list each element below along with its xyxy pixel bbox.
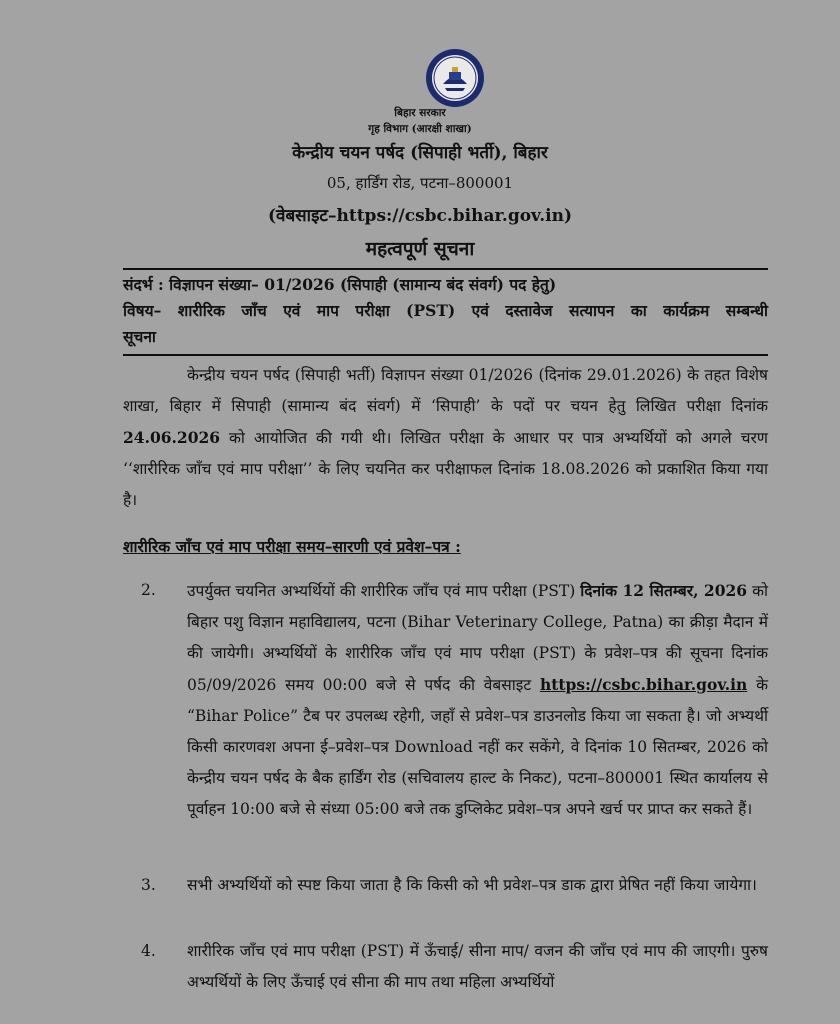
item-number: 2. bbox=[141, 581, 156, 599]
reference-line: संदर्भ : विज्ञापन संख्या– 01/2026 (सिपाही (सामान्य बंद संवर्ग) पद हेतु) bbox=[123, 275, 557, 294]
item-text-1: उपर्युक्त चयनित अभ्यर्थियों की शारीरिक जाँच एवं माप परीक्षा (PST) bbox=[187, 582, 581, 600]
item-number: 3. bbox=[141, 876, 156, 894]
intro-text-2: को आयोजित की गयी थी। लिखित परीक्षा के आधार पर पात्र अभ्यर्थियों को अगले चरण ‘‘शारीरिक जाँच एवं माप परीक्षा’’ के लिए चयनित कर परीक्षाफल दिनांक 18.08.2026 को प्रकाशित किया गया है। bbox=[123, 429, 768, 509]
reference-block bbox=[123, 272, 768, 350]
item-text: शारीरिक जाँच एवं माप परीक्षा (PST) में ऊँचाई/ सीना माप/ वजन की जाँच एवं माप की जाएगी। पुरुष अभ्यर्थियों के लिए ऊँचाई एवं सीना की माप तथा महिला अभ्यर्थियों bbox=[187, 942, 768, 991]
item-text bbox=[187, 575, 768, 825]
board-address: 05, हार्डिंग रोड, पटना–800001 bbox=[326, 174, 514, 192]
bottom-divider bbox=[123, 354, 768, 356]
intro-paragraph bbox=[123, 360, 768, 516]
item-text-2: को बिहार पशु विज्ञान महाविद्यालय, पटना (Bihar Veterinary College, Patna) का क्रीड़ा मैदान में की जायेगी। अभ्यर्थियों के शारीरिक जाँच एवं माप परीक्षा (PST) के प्रवेश–पत्र की सूचना दिनांक 05/09/2026 समय 00:00 बजे से पर्षद की वेबसाइट bbox=[187, 582, 768, 694]
bihar-police-emblem-icon bbox=[425, 48, 485, 108]
board-name: केन्द्रीय चयन पर्षद (सिपाही भर्ती), बिहार bbox=[292, 143, 548, 163]
govt-label: बिहार सरकार bbox=[394, 107, 446, 119]
notice-title: महत्वपूर्ण सूचना bbox=[365, 238, 475, 260]
item-number: 4. bbox=[141, 942, 156, 960]
section-heading: शारीरिक जाँच एवं माप परीक्षा समय–सारणी एवं प्रवेश–पत्र : bbox=[123, 537, 461, 556]
subject-line-end: सूचना bbox=[123, 327, 156, 346]
pst-date: दिनांक 12 सितम्बर, 2026 bbox=[580, 581, 748, 600]
top-divider bbox=[123, 268, 768, 270]
board-website: (वेबसाइट–https://csbc.bihar.gov.in) bbox=[267, 206, 572, 226]
website-link[interactable]: https://csbc.bihar.gov.in bbox=[539, 675, 748, 694]
item-text: सभी अभ्यर्थियों को स्पष्ट किया जाता है कि किसी को भी प्रवेश–पत्र डाक द्वारा प्रेषित नहीं किया जायेगा। bbox=[187, 876, 757, 894]
item-text-3: के “Bihar Police” टैब पर उपलब्ध रहेगी, जहाँ से प्रवेश–पत्र डाउनलोड किया जा सकता है। जो अभ्यर्थी किसी कारणवश अपना ई–प्रवेश–पत्र Download नहीं कर सकेंगे, वे दिनांक 10 सितम्बर, 2026 को केन्द्रीय चयन पर्षद के बैक हार्डिंग रोड (सचिवालय हाल्ट के निकट), पटना–800001 स्थित कार्यालय से पूर्वाहन 10:00 बजे से संध्या 05:00 बजे तक डुप्लिकेट प्रवेश–पत्र अपने खर्च पर प्राप्त कर सकते हैं। bbox=[187, 676, 768, 818]
intro-text-1: केन्द्रीय चयन पर्षद (सिपाही भर्ती) विज्ञापन संख्या 01/2026 (दिनांक 29.01.2026) के तहत विशेष शाखा, बिहार में सिपाही (सामान्य बंद संवर्ग) में ‘सिपाही’ के पदों पर चयन हेतु लिखित परीक्षा दिनांक bbox=[123, 366, 768, 415]
subject-line: विषय– शारीरिक जाँच एवं माप परीक्षा (PST) एवं दस्तावेज सत्यापन का कार्यक्रम सम्बन्धी bbox=[123, 301, 768, 320]
exam-date: 24.06.2026 bbox=[123, 428, 221, 447]
department-label: गृह विभाग (आरक्षी शाखा) bbox=[368, 123, 472, 135]
